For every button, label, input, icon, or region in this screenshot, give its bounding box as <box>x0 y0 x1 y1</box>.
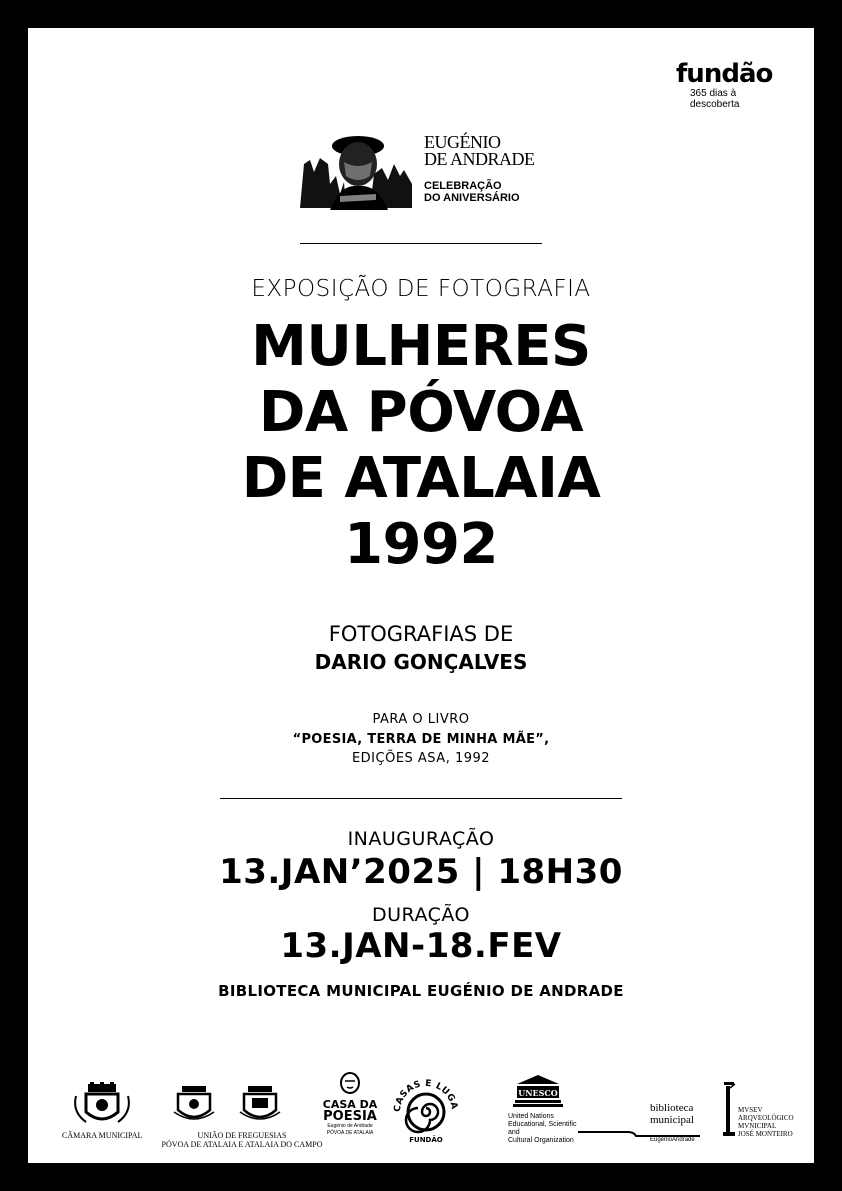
divider-top <box>300 243 542 244</box>
spiral-icon <box>386 1068 466 1148</box>
uniao-caption-2: PÓVOA DE ATALAIA E ATALAIA DO CAMPO <box>161 1140 323 1149</box>
museu-caption-2: ARQVEOLÓGICO <box>738 1114 794 1122</box>
eugenio-name-line1: EUGÉNIO <box>424 132 501 152</box>
casa-caption-4: PÓVOA DE ATALAIA <box>326 1130 374 1136</box>
book-label: PARA O LIVRO <box>372 712 470 727</box>
museu-arqueologico-logo <box>722 1082 802 1142</box>
celebration-line2: DO ANIVERSÁRIO <box>424 192 520 204</box>
svg-text:CASAS E LUGARES DO SENTIR <box>386 1068 459 1112</box>
poet-portrait-image <box>300 124 414 210</box>
casas-bottom-text: FUNDÃO <box>409 1136 443 1144</box>
casa-caption-3: Eugénio de Andrade <box>327 1123 373 1129</box>
unesco-word: UNESCO <box>518 1088 558 1098</box>
museu-caption-4: JOSÉ MONTEIRO <box>738 1130 793 1138</box>
divider-bottom <box>220 798 622 799</box>
eugenio-name <box>424 134 535 168</box>
exhibition-title <box>28 314 814 578</box>
casa-caption-2: POESIA <box>323 1109 377 1124</box>
poster <box>28 28 814 1163</box>
photos-label: FOTOGRAFIAS DE <box>328 622 514 646</box>
camara-crest-icon <box>62 1082 142 1126</box>
biblioteca-municipal-logo <box>578 1102 708 1152</box>
book-publisher: EDIÇÕES ASA, 1992 <box>351 751 491 766</box>
camara-municipal-logo <box>62 1082 142 1140</box>
venue-name: BIBLIOTECA MUNICIPAL EUGÉNIO DE ANDRADE <box>218 982 624 1000</box>
duration-label: DURAÇÃO <box>371 904 471 926</box>
duration-dates: 13.JAN-18.FEV <box>280 926 562 966</box>
museu-caption-1: MVSEV <box>738 1106 763 1114</box>
uniao-caption-1: UNIÃO DE FREGUESIAS <box>197 1131 287 1140</box>
title-line-3: DE ATALAIA <box>241 446 601 511</box>
eugenio-name-line2: DE ANDRADE <box>424 149 535 169</box>
title-line-1: MULHERES <box>251 314 591 379</box>
fundao-tagline: 365 dias à descoberta <box>690 88 740 110</box>
unesco-temple-icon <box>513 1074 563 1108</box>
bib-caption-2: municipal <box>650 1114 694 1126</box>
opening-label: INAUGURAÇÃO <box>347 828 495 850</box>
unesco-caption-2: Educational, Scientific and <box>508 1121 577 1136</box>
unesco-logo <box>490 1074 586 1145</box>
casa-da-poesia-logo <box>318 1072 382 1137</box>
book-title: “POESIA, TERRA DE MINHA MÃE”, <box>292 732 550 747</box>
eugenio-andrade-logo <box>300 124 560 214</box>
celebration-line1: CELEBRAÇÃO <box>424 180 502 192</box>
camara-caption: CÂMARA MUNICIPAL <box>62 1131 143 1140</box>
title-line-2: DA PÓVOA <box>258 380 584 445</box>
column-icon <box>722 1082 736 1138</box>
museu-caption-3: MVNICIPAL <box>738 1122 777 1130</box>
celebration-label <box>424 180 520 204</box>
fundao-logo <box>676 60 786 110</box>
title-line-4: 1992 <box>344 512 498 577</box>
uniao-freguesias-logo <box>152 1082 332 1149</box>
fundao-wordmark: fundão <box>676 59 773 89</box>
exhibition-type: EXPOSIÇÃO DE FOTOGRAFIA <box>251 276 591 302</box>
casas-ring-text: CASAS E LUGA <box>392 1078 460 1113</box>
opening-date: 13.JAN’2025 | 18H30 <box>219 852 623 892</box>
freguesia-crests-icon <box>152 1082 332 1126</box>
poet-face-icon <box>335 1072 365 1094</box>
photographer-name: DARIO GONÇALVES <box>314 650 528 674</box>
casas-e-lugares-logo <box>386 1068 466 1148</box>
unesco-caption-1: United Nations <box>508 1113 554 1120</box>
bib-caption-1: biblioteca <box>650 1102 694 1114</box>
unesco-caption-3: Cultural Organization <box>508 1137 574 1144</box>
bib-caption-3: EugénioAndrade <box>650 1137 695 1143</box>
casa-caption-1: CASA DA <box>322 1098 378 1111</box>
